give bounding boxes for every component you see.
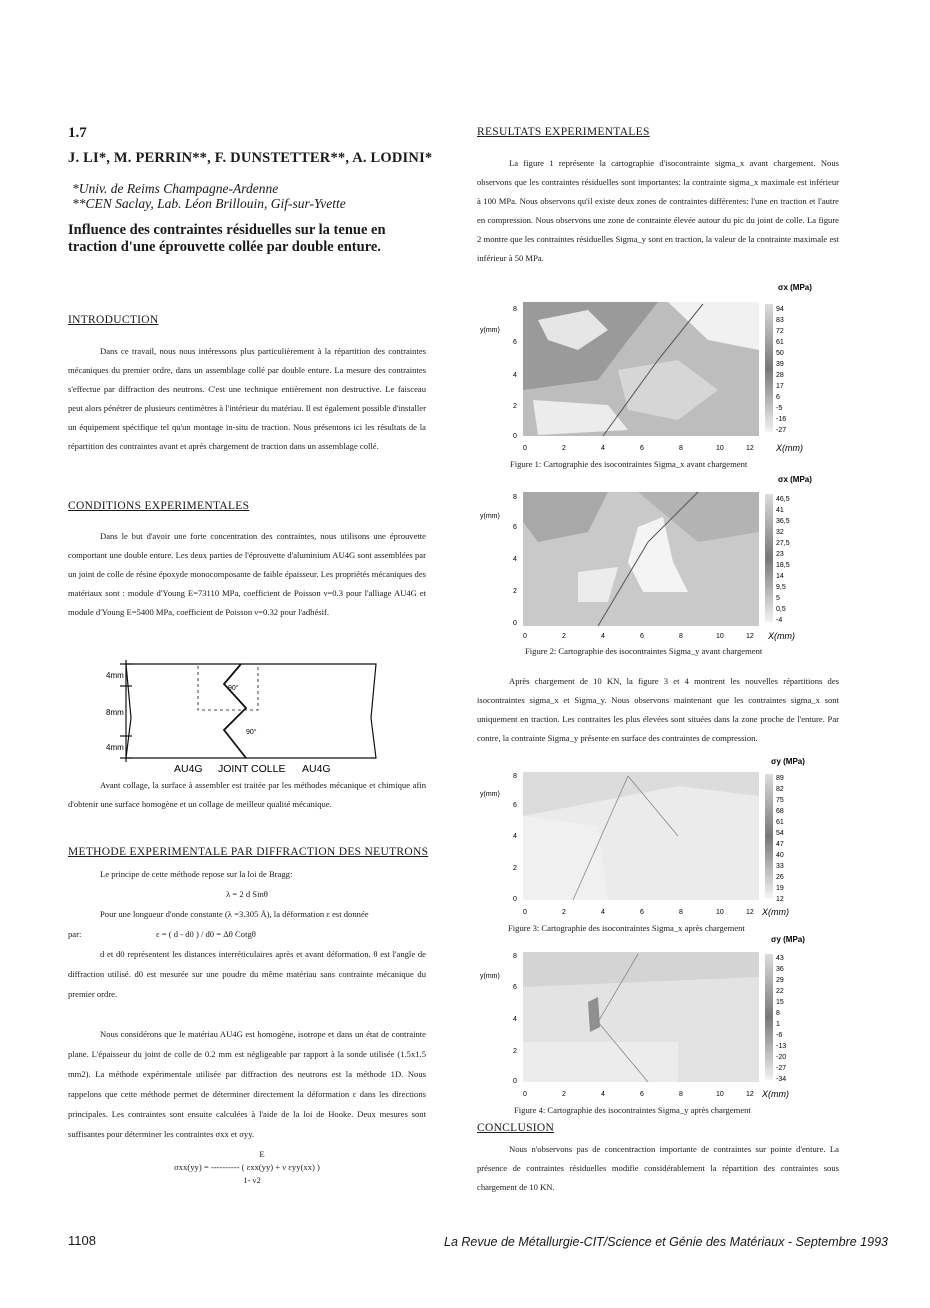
svg-text:4: 4 <box>513 1016 517 1023</box>
method-section: Le principe de cette méthode repose sur la loi de Bragg: λ = 2 d Sinθ Pour une longueur d'onde constante (λ =3.305 Å), la déformation ε est donnée par: ε = ( d - d0 ) / d0 = Δθ Cotgθ d et d0 représentent les distances interréticulaires après et avant déformation. θ est l'angle de diffraction utilisé. d0 est mesurée sur une poudre du même matériau sans contrainte mécanique du premier ordre. Nous considérons que le matériau AU4G est homogène, isotrope et dans un état de contrainte plane. L'épaisseur du joint de colle de 0.2 mm est négligeable par rapport à la sonde utilisée (1.5x1.5 mm2). La méthode expérimentale utilisée par diffraction des neutrons est la méthode 1D. Nous rappelons que cette méthode permet de déterminer directement la déformation ε dans les directions principales. Les contraintes sont ensuite calculées à l'aide de la loi de Hooke. Deux mesures sont suffisantes pour déterminer les contraintes σxx et σyy. E σxx(yy) = ---------- ( εxx(yy) + ν εyy(xx) ) 1- ν2 <box>68 869 426 1185</box>
svg-text:6: 6 <box>513 524 517 531</box>
svg-text:8: 8 <box>513 494 517 501</box>
figure-4 <box>478 932 828 1104</box>
contour-map <box>523 772 759 900</box>
svg-text:8: 8 <box>513 953 517 960</box>
svg-text:12: 12 <box>746 1091 754 1098</box>
svg-text:40: 40 <box>776 852 784 859</box>
svg-text:2: 2 <box>562 1091 566 1098</box>
svg-text:36,5: 36,5 <box>776 518 790 525</box>
intro-paragraph: Dans ce travail, nous nous intéressons plus particulièrement à la répartition des contraintes mécaniques du premier ordre, dans un assemblage collé par double enture. La mesure des contraintes s'effectue par diffraction des neutrons. C'est une technique entièrement non destructive. Le faisceau peut alors pénétrer de plusieurs centimètres à l'intérieur du matériau. Il est également possible d'installer un équipement spécifique tel qu'un montage in-situ de traction. Nous présentons ici les résultats de la répartition des contraintes avant et après chargement de traction dans un assemblage collé. <box>68 346 426 451</box>
svg-text:12: 12 <box>746 633 754 640</box>
svg-text:2: 2 <box>513 1048 517 1055</box>
svg-text:6: 6 <box>776 394 780 401</box>
svg-text:6: 6 <box>640 909 644 916</box>
svg-text:61: 61 <box>776 339 784 346</box>
svg-text:22: 22 <box>776 988 784 995</box>
x-ticks <box>523 443 803 453</box>
affiliation-1: *Univ. de Reims Champagne-Ardenne <box>72 181 279 196</box>
svg-text:-20: -20 <box>776 1054 787 1061</box>
svg-text:94: 94 <box>776 306 784 313</box>
svg-text:4: 4 <box>601 633 605 640</box>
svg-text:61: 61 <box>776 819 784 826</box>
svg-text:0: 0 <box>523 1091 527 1098</box>
svg-text:4: 4 <box>601 909 605 916</box>
svg-text:8: 8 <box>679 633 683 640</box>
label-au4g-left: AU4G <box>174 763 203 775</box>
specimen-diagram <box>106 658 386 776</box>
heading-introduction: INTRODUCTION <box>68 314 159 326</box>
svg-text:29: 29 <box>776 977 784 984</box>
heading-conditions: CONDITIONS EXPERIMENTALES <box>68 500 250 512</box>
heading-method: METHODE EXPERIMENTALE PAR DIFFRACTION DES NEUTRONS <box>68 846 429 858</box>
svg-text:83: 83 <box>776 317 784 324</box>
svg-text:0,5: 0,5 <box>776 606 786 613</box>
svg-text:6: 6 <box>513 984 517 991</box>
svg-text:-13: -13 <box>776 1043 787 1050</box>
contour-map <box>523 952 759 1082</box>
svg-text:5: 5 <box>776 595 780 602</box>
contour-map <box>523 302 759 436</box>
svg-text:6: 6 <box>640 633 644 640</box>
results-paragraph: La figure 1 représente la cartographie d'isocontrainte sigma_x avant chargement. Nous observons que les contraintes résiduelles sont importantes: la contrainte sigma_x maximale est inférieur à 100 MPa. Nous observons qu'il existe deux zones de contraintes différentes: l'une en traction et l'autre en compression. Nous observons une zone de contrainte élevée autour du pic du joint de colle. La figure 2 montre que les contraintes résiduelles Sigma_y sont en traction, la valeur de la contrainte maximale est inférieur à 50 MPa. <box>477 158 839 263</box>
svg-text:6: 6 <box>513 339 517 346</box>
svg-text:2: 2 <box>513 588 517 595</box>
svg-text:-27: -27 <box>776 427 787 434</box>
svg-text:6: 6 <box>640 1091 644 1098</box>
svg-text:4: 4 <box>601 445 605 452</box>
svg-text:6: 6 <box>513 802 517 809</box>
y-axis-label: y(mm) <box>480 973 500 980</box>
dim-8mm: 8mm <box>106 708 124 717</box>
legend-title: σx (MPa) <box>778 283 812 292</box>
y-ticks <box>513 953 517 1085</box>
figure-3 <box>478 756 828 922</box>
svg-text:18,5: 18,5 <box>776 562 790 569</box>
svg-text:17: 17 <box>776 383 784 390</box>
x-ticks <box>523 1089 789 1099</box>
svg-text:0: 0 <box>513 433 517 440</box>
svg-text:46,5: 46,5 <box>776 496 790 503</box>
svg-text:2: 2 <box>562 445 566 452</box>
paper-title: Influence des contraintes résiduelles sur la tenue en traction d'une éprouvette collée par double enture. <box>68 222 386 255</box>
x-axis-unit: X(mm) <box>762 907 789 917</box>
results-after-loading: Après chargement de 10 KN, la figure 3 et 4 montrent les nouvelles répartitions des isocontraintes sigma_x et Sigma_y. Nous observons maintenant que les contraintes sigma_x sont uniquement en traction. Les contraites les plus élevées sont situées dans la zone proche de l'enture. Par contre, la contrainte Sigma_y présente en surface des contraintes de compression. <box>477 676 839 743</box>
x-axis-unit: X(mm) <box>768 631 795 641</box>
svg-text:-5: -5 <box>776 405 783 412</box>
svg-text:2: 2 <box>562 633 566 640</box>
svg-text:36: 36 <box>776 966 784 973</box>
y-axis-label: y(mm) <box>480 791 500 798</box>
dim-4mm-top: 4mm <box>106 671 124 680</box>
legend-title: σy (MPa) <box>771 757 805 766</box>
conditions-paragraph: Dans le but d'avoir une forte concentration des contraintes, nous utilisons une éprouvette comportant une double enture. Les deux parties de l'éprouvette d'aluminium AU4G sont assemblées par un joint de colle de résine époxyde monocomposante de faible épaisseur. Les propriétés mécaniques des matériaux sont : module d'Young E=73110 MPa, coefficient de Poisson ν=0.3 pour l'alliage AU4G et module d'Young E=5400 MPa, coefficient de Poisson ν=0.32 pour l'adhésif. <box>68 531 426 617</box>
heading-conclusion: CONCLUSION <box>477 1122 555 1134</box>
svg-text:10: 10 <box>716 633 724 640</box>
svg-text:8: 8 <box>776 1010 780 1017</box>
legend-title: σx (MPa) <box>778 475 812 484</box>
joint-line <box>224 664 246 758</box>
svg-text:12: 12 <box>746 445 754 452</box>
svg-text:27,5: 27,5 <box>776 540 790 547</box>
journal-footer: La Revue de Métallurgie-CIT/Science et Génie des Matériaux - Septembre 1993 <box>444 1235 888 1249</box>
article-number: 1.7 <box>68 125 87 141</box>
svg-text:28: 28 <box>776 372 784 379</box>
y-ticks <box>513 773 517 903</box>
svg-text:6: 6 <box>640 445 644 452</box>
svg-text:68: 68 <box>776 808 784 815</box>
figure-1-caption: Figure 1: Cartographie des isocontraintes Sigma_x avant chargement <box>510 459 748 469</box>
legend <box>765 494 790 624</box>
svg-text:12: 12 <box>776 896 784 903</box>
svg-text:4: 4 <box>601 1091 605 1098</box>
angle-top: 90° <box>228 685 239 692</box>
svg-text:-27: -27 <box>776 1065 787 1072</box>
svg-text:43: 43 <box>776 955 784 962</box>
figure-1 <box>478 280 828 458</box>
legend <box>765 954 786 1083</box>
y-ticks <box>513 306 517 440</box>
svg-text:0: 0 <box>513 896 517 903</box>
svg-text:26: 26 <box>776 874 784 881</box>
svg-text:2: 2 <box>513 865 517 872</box>
diagram-caption: Avant collage, la surface à assembler est traitée par les méthodes mécanique et chimique afin d'obtenir une surface homogène et un collage de meilleur qualité mécanique. <box>68 780 426 809</box>
x-axis-unit: X(mm) <box>762 1089 789 1099</box>
svg-text:23: 23 <box>776 551 784 558</box>
angle-bottom: 90° <box>246 729 257 736</box>
contour-map <box>523 492 759 626</box>
page-number: 1108 <box>68 1233 96 1248</box>
svg-text:0: 0 <box>523 445 527 452</box>
dim-4mm-bottom: 4mm <box>106 743 124 752</box>
figure-2-caption: Figure 2: Cartographie des isocontraintes Sigma_y avant chargement <box>525 646 763 656</box>
svg-text:4: 4 <box>513 833 517 840</box>
figure-2 <box>478 472 828 650</box>
svg-text:72: 72 <box>776 328 784 335</box>
svg-text:4: 4 <box>513 556 517 563</box>
svg-text:12: 12 <box>746 909 754 916</box>
svg-text:8: 8 <box>513 306 517 313</box>
svg-text:4: 4 <box>513 372 517 379</box>
bragg-equation: λ = 2 d Sinθ <box>226 889 268 899</box>
svg-text:8: 8 <box>513 773 517 780</box>
legend <box>765 304 786 434</box>
figure-4-caption: Figure 4: Cartographie des isocontraintes Sigma_y après chargement <box>514 1105 751 1115</box>
svg-text:0: 0 <box>513 1078 517 1085</box>
strain-equation: ε = ( d - d0 ) / d0 = Δθ Cotgθ <box>156 929 256 939</box>
x-ticks <box>523 631 795 641</box>
svg-text:-34: -34 <box>776 1076 787 1083</box>
svg-text:75: 75 <box>776 797 784 804</box>
svg-text:8: 8 <box>679 1091 683 1098</box>
authors: J. LI*, M. PERRIN**, F. DUNSTETTER**, A. LODINI* <box>68 150 433 166</box>
svg-text:10: 10 <box>716 1091 724 1098</box>
y-ticks <box>513 494 517 627</box>
svg-text:-6: -6 <box>776 1032 783 1039</box>
figure-3-caption: Figure 3: Cartographie des isocontraintes Sigma_x après chargement <box>508 923 745 933</box>
label-au4g-right: AU4G <box>302 763 331 775</box>
x-ticks <box>523 907 789 917</box>
svg-text:14: 14 <box>776 573 784 580</box>
svg-text:15: 15 <box>776 999 784 1006</box>
y-axis-label: y(mm) <box>480 513 500 520</box>
svg-text:-16: -16 <box>776 416 787 423</box>
svg-text:89: 89 <box>776 775 784 782</box>
conclusion-paragraph: Nous n'observons pas de concentraction importante de contraintes sur pointe d'enture. La présence de contraintes résiduelles modifie considérablement la répartition des contraintes sous chargement de 10 KN. <box>477 1144 839 1192</box>
y-axis-label: y(mm) <box>480 327 500 334</box>
svg-text:8: 8 <box>679 445 683 452</box>
svg-text:2: 2 <box>562 909 566 916</box>
specimen-outline <box>126 664 376 758</box>
svg-text:1: 1 <box>776 1021 780 1028</box>
svg-text:0: 0 <box>523 633 527 640</box>
svg-text:0: 0 <box>523 909 527 916</box>
svg-text:8: 8 <box>679 909 683 916</box>
heading-results: RESULTATS EXPERIMENTALES <box>477 126 650 138</box>
svg-text:32: 32 <box>776 529 784 536</box>
svg-text:9,5: 9,5 <box>776 584 786 591</box>
hooke-equation: σxx(yy) = ---------- ( εxx(yy) + ν εyy(xx) ) <box>174 1162 320 1172</box>
svg-text:19: 19 <box>776 885 784 892</box>
x-axis-unit: X(mm) <box>776 443 803 453</box>
affiliation-2: **CEN Saclay, Lab. Léon Brillouin, Gif-sur-Yvette <box>72 196 346 211</box>
svg-text:0: 0 <box>513 620 517 627</box>
svg-text:47: 47 <box>776 841 784 848</box>
svg-text:41: 41 <box>776 507 784 514</box>
svg-text:2: 2 <box>513 403 517 410</box>
legend <box>765 774 784 903</box>
svg-text:39: 39 <box>776 361 784 368</box>
svg-text:50: 50 <box>776 350 784 357</box>
svg-text:10: 10 <box>716 445 724 452</box>
legend-title: σy (MPa) <box>771 935 805 944</box>
svg-text:10: 10 <box>716 909 724 916</box>
svg-text:33: 33 <box>776 863 784 870</box>
svg-text:54: 54 <box>776 830 784 837</box>
label-joint: JOINT COLLE <box>218 763 286 775</box>
svg-text:82: 82 <box>776 786 784 793</box>
svg-text:-4: -4 <box>776 617 783 624</box>
